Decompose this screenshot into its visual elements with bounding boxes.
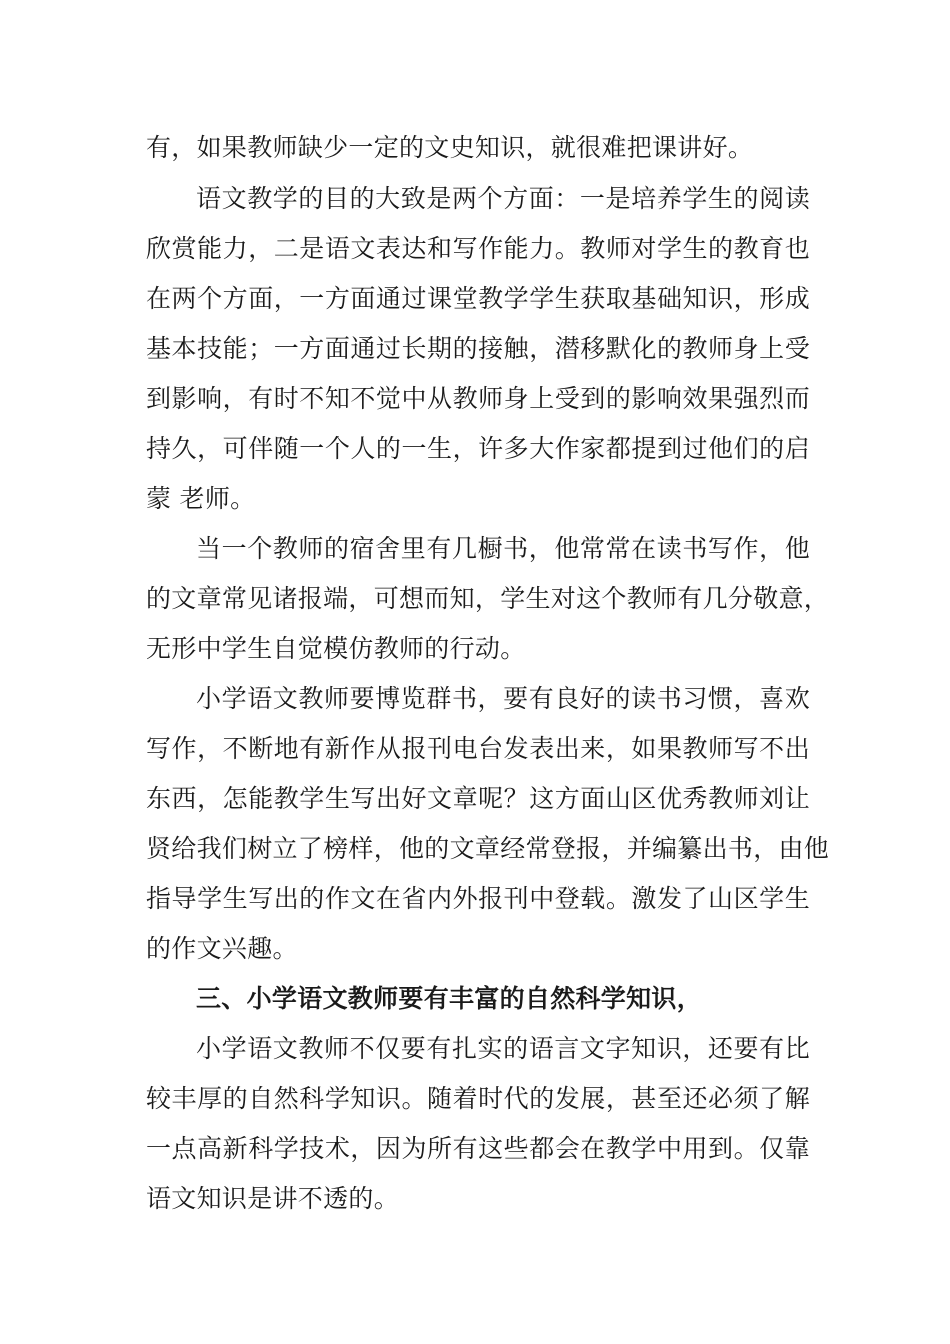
paragraph-line: 较丰厚的自然科学知识。随着时代的发展，甚至还必须了解 — [146, 1084, 810, 1113]
paragraph-line: 一点高新科学技术，因为所有这些都会在教学中用到。仅靠 — [146, 1134, 810, 1163]
paragraph-line: 写作，不断地有新作从报刊电台发表出来，如果教师写不出 — [146, 734, 810, 763]
paragraph-line: 小学语文教师不仅要有扎实的语言文字知识，还要有比 — [196, 1034, 810, 1063]
paragraph-line: 的文章常见诸报端，可想而知，学生对这个教师有几分敬意， — [146, 584, 830, 613]
paragraph-line: 有，如果教师缺少一定的文史知识，就很难把课讲好。 — [146, 133, 754, 162]
paragraph-line: 在两个方面，一方面通过课堂教学学生获取基础知识，形成 — [146, 284, 810, 313]
paragraph-line: 欣赏能力，二是语文表达和写作能力。教师对学生的教育也 — [146, 234, 810, 263]
paragraph-line: 基本技能；一方面通过长期的接触，潜移默化的教师身上受 — [146, 334, 810, 363]
paragraph-line: 小学语文教师要博览群书，要有良好的读书习惯，喜欢 — [196, 684, 810, 713]
paragraph-line: 指导学生写出的作文在省内外报刊中登载。激发了山区学生 — [146, 884, 810, 913]
paragraph-line: 语文知识是讲不透的。 — [146, 1184, 400, 1213]
paragraph-line: 持久，可伴随一个人的一生，许多大作家都提到过他们的启 — [146, 434, 810, 463]
paragraph-line: 蒙 老师。 — [146, 484, 256, 513]
section-heading: 三、小学语文教师要有丰富的自然科学知识， — [196, 984, 703, 1013]
paragraph-line: 东西，怎能教学生写出好文章呢？这方面山区优秀教师刘让 — [146, 784, 810, 813]
paragraph-line: 到影响，有时不知不觉中从教师身上受到的影响效果强烈而 — [146, 384, 810, 413]
paragraph-line: 当一个教师的宿舍里有几橱书，他常常在读书写作，他 — [196, 534, 810, 563]
paragraph-line: 语文教学的目的大致是两个方面：一是培养学生的阅读 — [196, 184, 810, 213]
paragraph-line: 的作文兴趣。 — [146, 934, 298, 963]
paragraph-line: 贤给我们树立了榜样，他的文章经常登报，并编纂出书，由他 — [146, 834, 830, 863]
paragraph-line: 无形中学生自觉模仿教师的行动。 — [146, 634, 526, 663]
